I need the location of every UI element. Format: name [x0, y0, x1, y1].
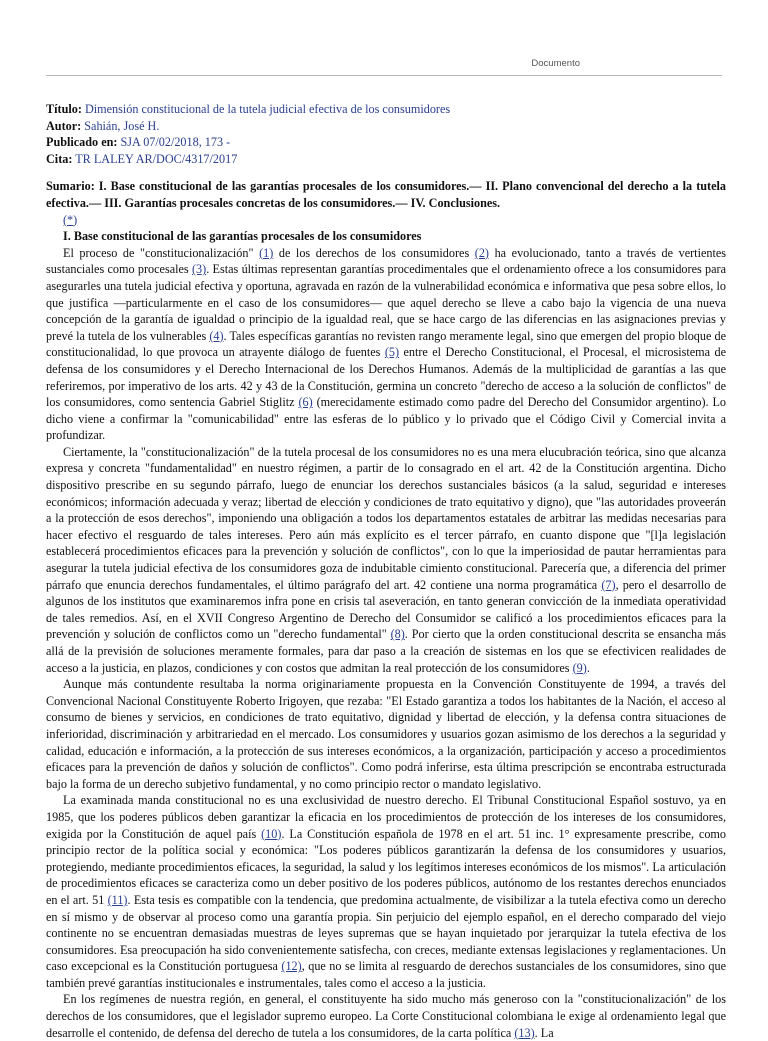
meta-cite-label: Cita: — [46, 151, 73, 166]
paragraph-text: . La — [534, 1025, 554, 1040]
paragraph-2 — [46, 444, 726, 676]
paragraph-text: , que no se limita al resguardo de derechos sustanciales de los consumidores, sino que también prevé garantías institucionales e instrumentales, tales como el acceso a la justicia. — [46, 959, 726, 990]
meta-title-value[interactable]: Dimensión constitucional de la tutela judicial efectiva de los consumidores — [84, 102, 451, 116]
paragraph-text: , pero el desarrollo de algunos de los institutos que examinaremos infra pone en crisis tal aseveración, en tanto generan convicción de la inmediata operatividad de tales remedios. Así, en el XVII Congreso Argentino de Derecho del Consumidor se calificó a los procedimientos eficaces para la prevención y solución de conflictos como un "derecho fundamental" — [46, 577, 727, 642]
footnote-ref-7[interactable]: (7) — [601, 577, 616, 592]
header-divider — [46, 75, 722, 76]
footnote-ref-13[interactable]: (13) — [514, 1025, 535, 1040]
footnote-ref-12[interactable]: (12) — [281, 959, 302, 974]
meta-published-row — [46, 134, 726, 151]
footnote-ref-4[interactable]: (4) — [209, 328, 224, 343]
meta-author-value[interactable]: Sahián, José H. — [84, 118, 160, 133]
paragraph-text: La examinada manda constitucional no es una exclusividad de nuestro derecho. El Tribunal Constitucional Español sostuvo, ya en 1985, que los poderes públicos deben garantizar la eficacia en los procedimientos de protección de los intereses de los consumidores, exigida por la Constitución de aquel país — [46, 793, 726, 841]
document-body — [46, 101, 726, 1041]
footnote-ref-2[interactable]: (2) — [474, 245, 489, 260]
paragraph-text: . Tales específicas garantías no revisten rango meramente legal, sino que emergen del propio bloque de constitucionalidad, lo que provoca un atrayente diálogo de fuentes — [46, 328, 726, 360]
footnote-ref-10[interactable]: (10) — [261, 826, 282, 841]
paragraph-text: . — [586, 660, 590, 675]
paragraph-1 — [46, 245, 726, 444]
footnote-ref-11[interactable]: (11) — [107, 892, 128, 907]
paragraph-text: . La Constitución española de 1978 en el art. 51 inc. 1° expresamente prescribe, como principio rector de la política social y económica: "Los poderes públicos garantizarán la defensa de los consumidores y usuarios, protegiendo, mediante procedimientos eficaces, la seguridad, la salud y los legítimos intereses económicos de los mismos". La articulación de procedimientos eficaces se caracteriza como un deber positivo de los poderes públicos, autónomo de los restantes derechos enunciados en el art. 51 — [46, 826, 726, 907]
paragraph-text: (merecidamente estimado como padre del Derecho del Consumidor argentino). Lo dicho viene a confirmar la "comunicabilidad" entre las esferas de lo público y lo privado que el Código Civil y Comercial invita a profundizar. — [46, 395, 727, 443]
paragraph-text: El proceso de "constitucionalización" — [63, 245, 260, 260]
footnote-link[interactable]: (*) — [63, 212, 78, 227]
footnote-ref-3[interactable]: (3) — [191, 262, 207, 277]
paragraph-text: . Esta tesis es compatible con la tendencia, que predomina actualmente, de visibilizar a la tutela efectiva como un derecho en sí mismo y de observar al proceso como una garantía propia. Sin perjuicio del ejemplo español, en el derecho comparado del viejo continente no se encuentran demasiadas muestras de leyes supremas que se hayan inquietado por jerarquizar la tutela efectiva de los consumidores. Esa preocupación ha sido convenientemente satisfecha, con creces, mediante extensas legislaciones y reglamentaciones. Un caso excepcional es la Constitución portuguesa — [46, 892, 726, 974]
meta-published-value[interactable]: SJA 07/02/2018, 173 - — [120, 135, 231, 150]
paragraph-text: de los derechos de los consumidores — [273, 245, 475, 260]
paragraph-text: ha evolucionado, tanto a través de vertientes sustanciales como procesales — [46, 245, 726, 277]
meta-author-label: Autor: — [46, 118, 82, 133]
meta-cite-row — [46, 151, 726, 168]
footnote-ref-9[interactable]: (9) — [572, 660, 587, 675]
paragraph-5 — [46, 991, 726, 1041]
paragraph-text: entre el Derecho Constitucional, el Procesal, el microsistema de defensa de los consumidores y el Derecho Internacional de los Derechos Humanos. Además de la multiplicidad de garantías a las que referiremos, por imperativo de los arts. 42 y 43 de la Constitución, germina un concreto "derecho de acceso a la solución de conflictos" de los consumidores, como sentencia Gabriel Stiglitz — [46, 345, 726, 410]
meta-title-row — [46, 101, 726, 118]
footnote-ref-5[interactable]: (5) — [384, 345, 400, 360]
paragraph-4 — [46, 792, 726, 991]
paragraph-text: . Por cierto que la orden constitucional descrita se ensancha más allá de la previsión de soluciones meramente formales, para dar paso a la creación de sistemas en los que se efectivicen realidades de acceso a la justicia, en plazos, condiciones y con costos que admitan la real protección de los consumidores — [46, 627, 727, 675]
footnote-ref-6[interactable]: (6) — [298, 395, 313, 410]
section-title: I. Base constitucional de las garantías procesales de los consumidores — [63, 229, 422, 244]
meta-cite-value[interactable]: TR LALEY AR/DOC/4317/2017 — [75, 151, 238, 166]
paragraph-text: En los regímenes de nuestra región, en general, el constituyente ha sido mucho más generoso con la "constitucionalización" de los derechos de los consumidores, que el legislador supremo europeo. La Corte Constitucional colombiana le exige al ordenamiento legal que desarrolle el contenido, de defensa del derecho de tutela a los consumidores, de la carta política — [46, 992, 726, 1040]
paragraph-text: . Estas últimas representan garantías procedimentales que el ordenamiento ofrece a los consumidores para asegurarles una tutela judicial efectiva y oportuna, agravada en razón de la vulnerabilidad económica e informativa que pesa sobre ellos, lo que justifica —particularmente en el caso de los consumidores— que aquel derecho se lleve a cabo bajo la vigencia de una nueva concepción de la garantía de igualdad o principio de la igualdad real, que se hace cargo de las diferencias en las asignaciones previas y prevé la tutela de los vulnerables — [46, 262, 726, 343]
meta-title-label: Título: — [46, 102, 82, 116]
meta-author-row — [46, 118, 726, 135]
meta-published-label: Publicado en: — [46, 135, 118, 150]
summary: Sumario: I. Base constitucional de las garantías procesales de los consumidores.— II. Plano convencional del derecho a la tutela efectiva.— III. Garantías procesales concretas de los consumidores.— IV. Conclusiones. — [46, 179, 726, 210]
footnote-ref-8[interactable]: (8) — [390, 627, 405, 642]
footnote-ref-1[interactable]: (1) — [259, 245, 274, 260]
document-header-label: Documento — [531, 58, 580, 69]
paragraph-text: Ciertamente, la "constitucionalización" de la tutela procesal de los consumidores no es una mera elucubración teórica, sino que alcanza expresa y concreta "fundamentalidad" en nuestro régimen, a partir de lo consagrado en el art. 42 de la Constitución argentina. Dicho dispositivo prescribe en su segundo párrafo, luego de enunciar los derechos sustanciales básicos (a la salud, seguridad e intereses económicos; información adecuada y veraz; libertad de elección y condiciones de trato equitativo y digno), que "las autoridades proveerán a la protección de esos derechos", imponiendo una obligación a todos los departamentos estatales de arbitrar las medidas necesarias para hacer efectivo el resguardo de tales intereses. Pero aún más explícito es el tercer párrafo, en cuanto dispone que "[l]a legislación establecerá procedimientos eficaces para la prevención y solución de conflictos", con lo que la imperiosidad de pautar herramientas para asegurar la tutela judicial efectiva de los consumidores goza de indubitable cimiento constitucional. Parecería que, a diferencia del primer párrafo que enuncia derechos fundamentales, el último parágrafo del art. 42 contiene una norma programática — [46, 444, 726, 592]
paragraph-3: Aunque más contundente resultaba la norma originariamente propuesta en la Convención Constituyente de 1994, a través del Convencional Nacional Constituyente Roberto Irigoyen, que rezaba: "El Estado garantiza a todos los habitantes de la Nación, el acceso al consumo de bienes y servicios, en condiciones de trato equitativo, dignidad y libertad de elección, y la defensa contra situaciones de inferioridad, discriminación y arbitrariedad en el mercado. Los consumidores y usuarios gozan asimismo de los derechos a la seguridad y calidad, educación e información, a la protección de sus intereses económicos, a la organización, participación y acceso a procedimientos eficaces para la prevención de daños y solución de conflictos". Como podrá inferirse, esta última prescripción se encontraba estructurada bajo la forma de un derecho subjetivo fundamental, y no como principio rector o mandato legislativo. — [46, 677, 726, 791]
